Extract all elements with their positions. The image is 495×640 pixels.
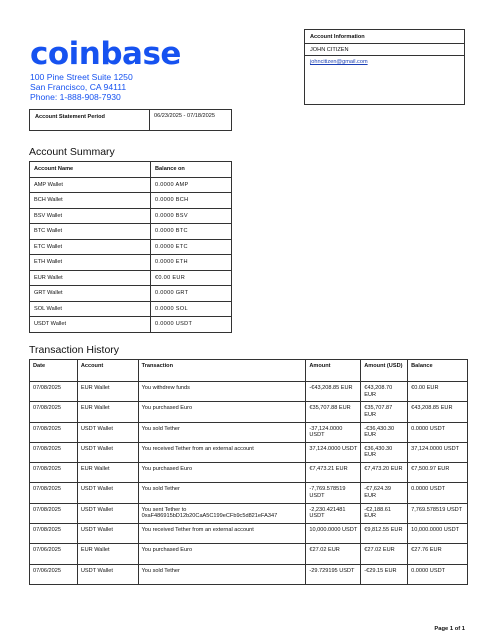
table-row <box>30 483 468 503</box>
tx-amount: 10,000.0000 USDT <box>306 524 361 544</box>
wallet-balance: 0.0000 BCH <box>151 193 232 209</box>
tx-balance: €7,500.97 EUR <box>408 463 468 483</box>
tx-amount: -29.729195 USDT <box>306 564 361 584</box>
tx-amount-usd: €27.02 EUR <box>361 544 408 564</box>
wallet-balance: 0.0000 BSV <box>151 208 232 224</box>
tx-account: USDT Wallet <box>77 483 138 503</box>
column-header: Balance <box>408 360 468 382</box>
tx-amount: -37,124.0000 USDT <box>306 422 361 442</box>
table-row <box>30 402 468 422</box>
column-header: Transaction <box>138 360 306 382</box>
wallet-name: USDT Wallet <box>30 317 151 333</box>
address-line: San Francisco, CA 94111 <box>30 81 127 92</box>
wallet-name: GRT Wallet <box>30 286 151 302</box>
table-row <box>30 524 468 544</box>
tx-date: 07/08/2025 <box>30 524 78 544</box>
wallet-name: AMP Wallet <box>30 177 151 193</box>
column-header: Date <box>30 360 78 382</box>
tx-description: You withdrew funds <box>138 382 306 402</box>
tx-balance: 0.0000 USDT <box>408 564 468 584</box>
tx-amount: -2,230.421481 USDT <box>306 503 361 523</box>
column-header: Amount <box>306 360 361 382</box>
wallet-name: BCH Wallet <box>30 193 151 209</box>
tx-date: 07/08/2025 <box>30 402 78 422</box>
tx-balance: 37,124.0000 USDT <box>408 442 468 462</box>
wallet-balance: 0.0000 ETC <box>151 239 232 255</box>
wallet-balance: 0.0000 AMP <box>151 177 232 193</box>
tx-description: You purchased Euro <box>138 544 306 564</box>
statement-period-value: 06/23/2025 - 07/18/2025 <box>154 113 215 119</box>
tx-description: You sold Tether <box>138 483 306 503</box>
tx-balance: €43,208.85 EUR <box>408 402 468 422</box>
table-row <box>30 564 468 584</box>
table-row <box>30 422 468 442</box>
account-holder-name: JOHN CITIZEN <box>305 44 464 56</box>
phone-line: Phone: 1-888-908-7930 <box>30 91 121 102</box>
tx-amount-usd: €36,430.30 EUR <box>361 442 408 462</box>
table-row <box>30 239 232 255</box>
tx-account: USDT Wallet <box>77 442 138 462</box>
transaction-history-table <box>29 359 468 585</box>
table-row <box>30 286 232 302</box>
tx-account: USDT Wallet <box>77 422 138 442</box>
statement-period-label: Account Statement Period <box>30 110 150 130</box>
wallet-name: ETH Wallet <box>30 255 151 271</box>
column-header: Account Name <box>30 162 151 178</box>
tx-amount: 37,124.0000 USDT <box>306 442 361 462</box>
tx-account: EUR Wallet <box>77 463 138 483</box>
tx-account: USDT Wallet <box>77 503 138 523</box>
tx-account: EUR Wallet <box>77 382 138 402</box>
table-row <box>30 382 468 402</box>
account-information-heading: Account Information <box>305 30 464 44</box>
wallet-balance: 0.0000 SOL <box>151 301 232 317</box>
table-row <box>30 255 232 271</box>
tx-description: You sent Tether to 0xaF486915bD12b20CaA5C199eCFb9c5d821eFA347 <box>138 503 306 523</box>
tx-description: You sold Tether <box>138 422 306 442</box>
tx-account: EUR Wallet <box>77 402 138 422</box>
tx-date: 07/08/2025 <box>30 463 78 483</box>
table-row <box>30 177 232 193</box>
table-row <box>30 193 232 209</box>
tx-account: USDT Wallet <box>77 564 138 584</box>
table-row <box>30 463 468 483</box>
tx-description: You received Tether from an external account <box>138 524 306 544</box>
tx-description: You sold Tether <box>138 564 306 584</box>
tx-date: 07/08/2025 <box>30 442 78 462</box>
tx-balance: €27.76 EUR <box>408 544 468 564</box>
table-row <box>30 208 232 224</box>
column-header: Balance on <box>151 162 232 178</box>
wallet-balance: 0.0000 ETH <box>151 255 232 271</box>
tx-account: EUR Wallet <box>77 544 138 564</box>
tx-amount-usd: €7,473.20 EUR <box>361 463 408 483</box>
tx-amount: -€43,208.85 EUR <box>306 382 361 402</box>
coinbase-logo: coinbase <box>30 36 181 72</box>
wallet-name: BTC Wallet <box>30 224 151 240</box>
address-line: 100 Pine Street Suite 1250 <box>30 72 133 82</box>
company-address <box>30 73 133 102</box>
wallet-name: ETC Wallet <box>30 239 151 255</box>
table-row <box>30 270 232 286</box>
table-header-row <box>30 162 232 178</box>
tx-balance: 0.0000 USDT <box>408 483 468 503</box>
page-number: Page 1 of 1 <box>434 626 465 632</box>
table-row <box>30 503 468 523</box>
account-summary-table <box>29 161 232 333</box>
tx-amount-usd: €35,707.87 EUR <box>361 402 408 422</box>
tx-amount: €27.02 EUR <box>306 544 361 564</box>
tx-description: You purchased Euro <box>138 402 306 422</box>
account-summary-title: Account Summary <box>29 146 115 158</box>
tx-amount-usd: €9,812.55 EUR <box>361 524 408 544</box>
account-information-box <box>304 29 465 105</box>
tx-balance: 10,000.0000 USDT <box>408 524 468 544</box>
tx-amount-usd: -€29.15 EUR <box>361 564 408 584</box>
column-header: Account <box>77 360 138 382</box>
tx-date: 07/06/2025 <box>30 544 78 564</box>
tx-amount: -7,769.578519 USDT <box>306 483 361 503</box>
table-header-row <box>30 360 468 382</box>
tx-amount: €35,707.88 EUR <box>306 402 361 422</box>
column-header: Amount (USD) <box>361 360 408 382</box>
wallet-name: BSV Wallet <box>30 208 151 224</box>
wallet-name: EUR Wallet <box>30 270 151 286</box>
tx-amount-usd: -€36,430.30 EUR <box>361 422 408 442</box>
tx-amount: €7,473.21 EUR <box>306 463 361 483</box>
tx-amount-usd: €43,208.70 EUR <box>361 382 408 402</box>
table-row <box>30 317 232 333</box>
tx-amount-usd: -€7,624.39 EUR <box>361 483 408 503</box>
tx-date: 07/08/2025 <box>30 382 78 402</box>
tx-account: USDT Wallet <box>77 524 138 544</box>
tx-date: 07/08/2025 <box>30 422 78 442</box>
statement-period-box <box>29 109 232 131</box>
tx-date: 07/08/2025 <box>30 503 78 523</box>
tx-description: You purchased Euro <box>138 463 306 483</box>
wallet-balance: 0.0000 GRT <box>151 286 232 302</box>
tx-description: You received Tether from an external account <box>138 442 306 462</box>
tx-amount-usd: -€2,188.61 EUR <box>361 503 408 523</box>
table-row <box>30 442 468 462</box>
wallet-balance: 0.0000 USDT <box>151 317 232 333</box>
tx-date: 07/08/2025 <box>30 483 78 503</box>
table-row <box>30 224 232 240</box>
tx-balance: €0.00 EUR <box>408 382 468 402</box>
account-email-link[interactable]: johncitizen@gmail.com <box>310 59 368 65</box>
transaction-history-title: Transaction History <box>29 344 120 356</box>
wallet-balance: €0.00 EUR <box>151 270 232 286</box>
table-row <box>30 301 232 317</box>
table-row <box>30 544 468 564</box>
tx-balance: 7,769.578519 USDT <box>408 503 468 523</box>
tx-balance: 0.0000 USDT <box>408 422 468 442</box>
wallet-balance: 0.0000 BTC <box>151 224 232 240</box>
tx-date: 07/06/2025 <box>30 564 78 584</box>
wallet-name: SOL Wallet <box>30 301 151 317</box>
